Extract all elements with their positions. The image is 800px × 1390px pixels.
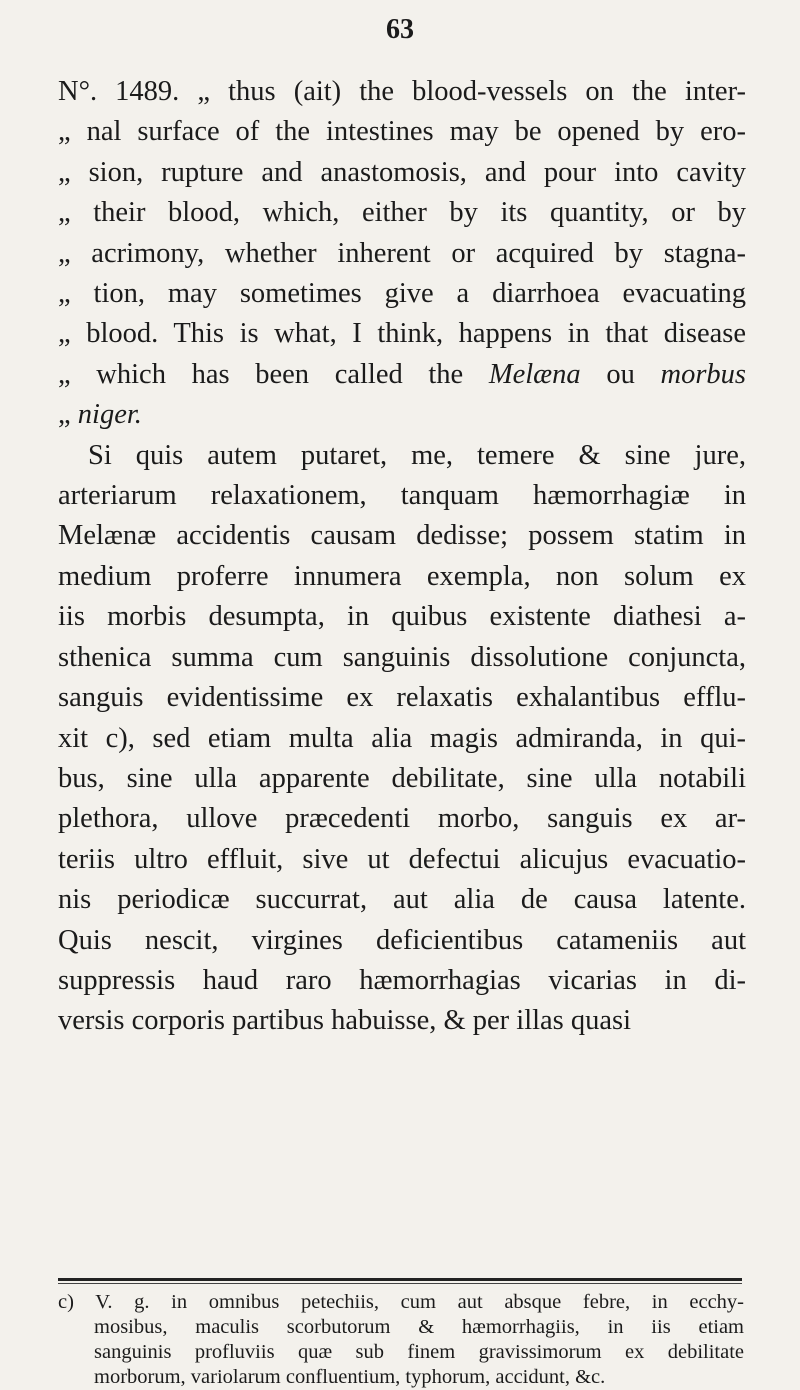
text-line-16: sanguis evidentissime ex relaxatis exhalantibus efflu-: [58, 682, 746, 714]
text-line-24: versis corporis partibus habuisse, & per illas quasi: [58, 1005, 632, 1037]
text-line-17: xit c), sed etiam multa alia magis admiranda, in qui-: [58, 722, 746, 754]
text-line-1: N°. 1489. „ thus (ait) the blood-vessels on the inter-: [58, 76, 746, 107]
text-line-8: „ which has been called the Melæna ou morbus: [58, 358, 747, 390]
text-line-20: teriis ultro effluit, sive ut defectui alicujus evacuatio-: [58, 843, 746, 875]
page-number: 63: [386, 14, 414, 45]
text-line-15: sthenica summa cum sanguinis dissolutione conjuncta,: [58, 641, 746, 673]
text-line-11: arteriarum relaxationem, tanquam hæmorrhagiæ in: [58, 480, 746, 512]
text-line-3: „ sion, rupture and anastomosis, and pour into cavity: [58, 156, 746, 188]
text-line-18: bus, sine ulla apparente debilitate, sine ulla notabili: [58, 762, 746, 794]
text-line-22: Quis nescit, virgines deficientibus catameniis aut: [58, 924, 746, 956]
footnote-rule-thin: [58, 1283, 742, 1284]
main-text: [58, 72, 746, 1042]
footnote-line-3: sanguinis profluviis quæ sub finem gravissimorum ex debilitate: [94, 1341, 744, 1363]
footnote-line-1: c) V. g. in omnibus petechiis, cum aut absque febre, in ecchy-: [58, 1291, 744, 1313]
footnote-line-4: morborum, variolarum confluentium, typhorum, accidunt, &c.: [94, 1366, 606, 1388]
text-line-14: iis morbis desumpta, in quibus existente diathesi a-: [58, 601, 746, 633]
text-line-2: „ nal surface of the intestines may be opened by ero-: [58, 116, 746, 148]
text-line-10: Si quis autem putaret, me, temere & sine jure,: [88, 439, 746, 471]
footnote: [58, 1290, 744, 1390]
text-line-4: „ their blood, which, either by its quantity, or by: [58, 197, 746, 229]
text-line-5: „ acrimony, whether inherent or acquired by stagna-: [58, 237, 746, 269]
text-line-13: medium proferre innumera exempla, non solum ex: [58, 560, 746, 592]
text-line-21: nis periodicæ succurrat, aut alia de causa latente.: [58, 884, 746, 916]
text-line-6: „ tion, may sometimes give a diarrhoea evacuating: [58, 278, 746, 310]
text-line-12: Melænæ accidentis causam dedisse; possem statim in: [58, 520, 746, 552]
text-line-7: „ blood. This is what, I think, happens in that disease: [58, 318, 746, 350]
text-line-19: plethora, ullove præcedenti morbo, sanguis ex ar-: [58, 803, 746, 835]
text-line-9: „ niger.: [58, 399, 142, 431]
footnote-line-2: mosibus, maculis scorbutorum & hæmorrhagiis, in iis etiam: [94, 1316, 744, 1338]
footnote-rule: [58, 1278, 742, 1281]
text-line-23: suppressis haud raro hæmorrhagias vicarias in di-: [58, 964, 746, 996]
